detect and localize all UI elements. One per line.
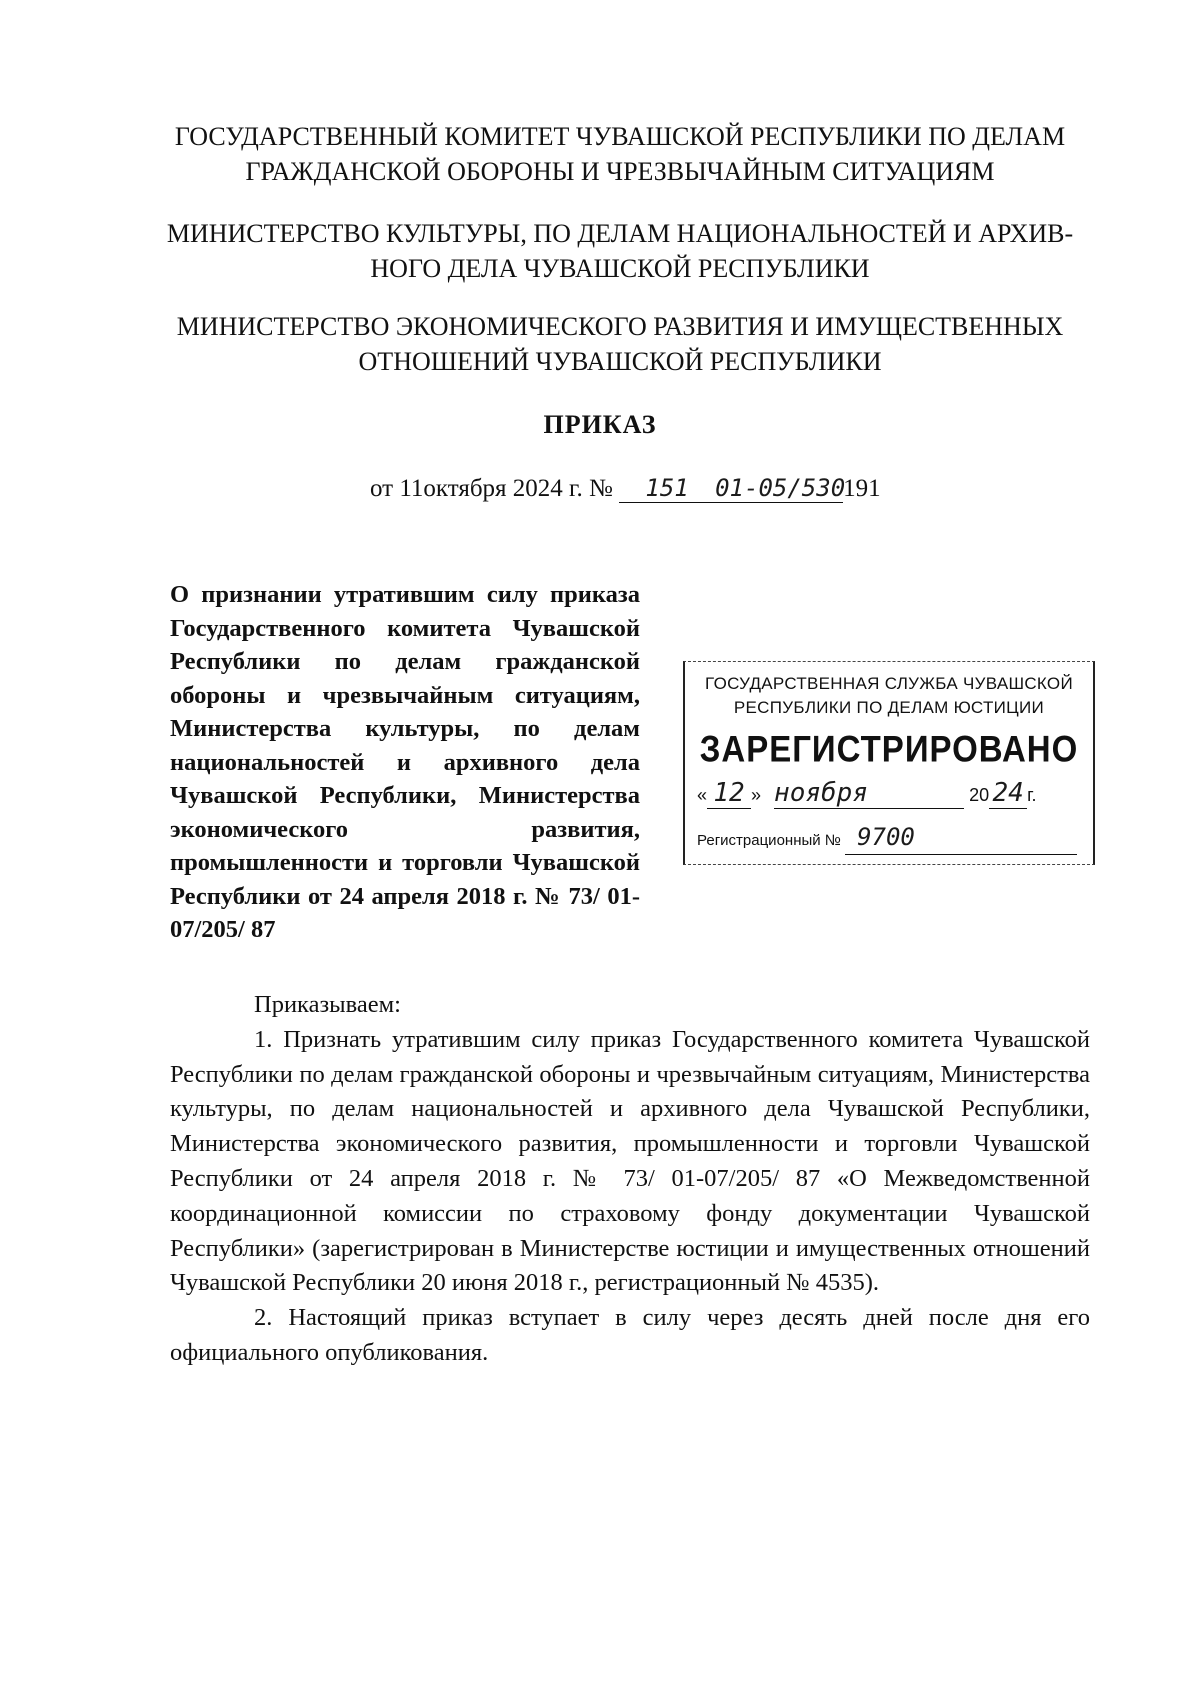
stamp-line-2: РЕСПУБЛИКИ ПО ДЕЛАМ ЮСТИЦИИ <box>733 698 1045 717</box>
order-subject: О признании утратившим силу приказа Государственного комитета Чувашской Республики по делам гражданской обороны и чрезвычайным ситуациям, Министерства культуры, по делам национальностей и архивного дела Чувашской Республики, Министерства экономического развития, промышленности и торговли Чувашской Республики от 24 апреля 2018 г. № 73/ 01-07/205/ 87 <box>170 581 640 943</box>
dateline-suffix: 191 <box>843 475 881 502</box>
stamp-line-1: ГОСУДАРСТВЕННАЯ СЛУЖБА ЧУВАШСКОЙ <box>705 674 1073 693</box>
stamp-year: 24 <box>992 778 1024 808</box>
org-heading-economy-ministry: МИНИСТЕРСТВО ЭКОНОМИЧЕСКОГО РАЗВИТИЯ И ИМУЩЕСТВЕННЫХ ОТНОШЕНИЙ ЧУВАШСКОЙ РЕСПУБЛИКИ <box>176 312 1064 376</box>
stamp-reg-number-field <box>845 824 1077 855</box>
org-heading-culture-ministry: МИНИСТЕРСТВО КУЛЬТУРЫ, ПО ДЕЛАМ НАЦИОНАЛЬНОСТЕЙ И АРХИВ-НОГО ДЕЛА ЧУВАШСКОЙ РЕСПУБЛИКИ <box>166 219 1074 283</box>
stamp-reg-number: 9700 <box>857 823 915 851</box>
stamp-date-line <box>697 780 1087 809</box>
stamp-day: 12 <box>713 778 745 808</box>
stamp-reg-label: Регистрационный № <box>697 832 841 849</box>
stamp-year-suffix: г. <box>1027 785 1037 805</box>
stamp-quote-open: « <box>697 785 708 805</box>
stamp-month-field <box>774 780 964 809</box>
stamp-registered: ЗАРЕГИСТРИРОВАНО <box>699 727 1079 770</box>
stamp-year-field <box>989 780 1027 809</box>
document-title: ПРИКАЗ <box>543 410 657 439</box>
body-paragraph-2: 2. Настоящий приказ вступает в силу через десять дней после дня его официального опубликования. <box>170 1304 1090 1366</box>
order-number-handwritten-1: 151 <box>645 474 689 502</box>
order-number-field-1 <box>619 475 715 503</box>
order-number-field-2 <box>715 474 846 503</box>
order-number-handwritten-2: 01-05/530 <box>715 474 846 502</box>
stamp-month: ноября <box>774 778 868 808</box>
stamp-quote-close: » <box>751 785 762 805</box>
dateline-prefix: от 11октября 2024 г. № <box>370 475 613 502</box>
order-dateline <box>370 475 881 503</box>
body-paragraph-1: 1. Признать утратившим силу приказ Государственного комитета Чувашской Республики по делам гражданской обороны и чрезвычайным ситуациям, Министерства культуры, по делам национальностей и архивного дела Чувашской Республики, Министерства экономического развития, промышленности и торговли Чувашской Республики от 24 апреля 2018 г. № 73/ 01-07/205/ 87 «О Межведомственной координационной комиссии по страховому фонду документации Чувашской Республики» (зарегистрирован в Министерстве юстиции и имущественных отношений Чувашской Республики 20 июня 2018 г., регистрационный № 4535). <box>170 1025 1090 1297</box>
org-heading-civil-defense: ГОСУДАРСТВЕННЫЙ КОМИТЕТ ЧУВАШСКОЙ РЕСПУБЛИКИ ПО ДЕЛАМ ГРАЖДАНСКОЙ ОБОРОНЫ И ЧРЕЗВЫЧАЙНЫМ СИТУАЦИЯМ <box>174 122 1066 186</box>
order-body <box>170 988 1090 1371</box>
stamp-day-field <box>707 780 751 809</box>
stamp-year-prefix: 20 <box>969 785 990 805</box>
stamp-registration-line <box>697 824 1087 855</box>
body-intro: Приказываем: <box>254 991 401 1018</box>
registration-stamp <box>683 661 1095 865</box>
